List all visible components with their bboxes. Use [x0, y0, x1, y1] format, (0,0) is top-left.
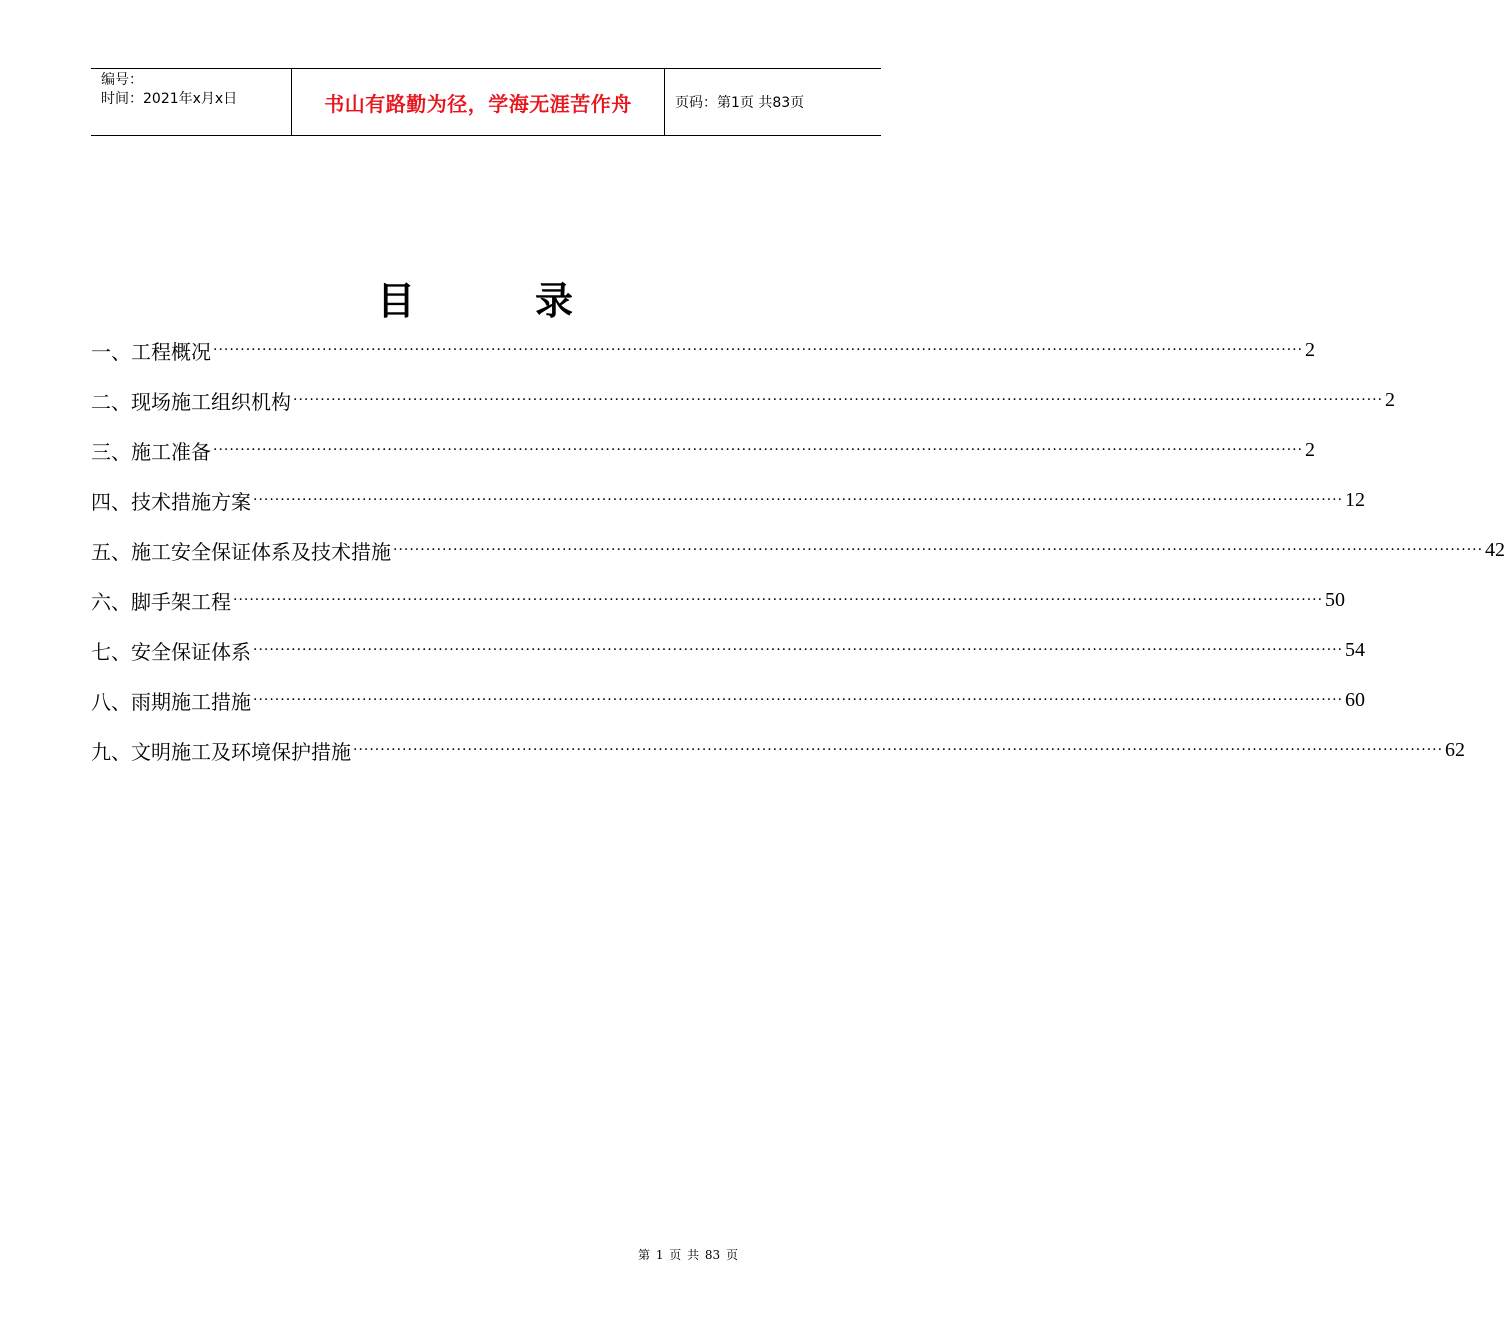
- toc-entry[interactable]: [91, 475, 1366, 525]
- page-footer: 第 1 页 共 83 页: [638, 1248, 738, 1262]
- toc-entry[interactable]: [91, 325, 1316, 375]
- toc-title-char-2: 录: [535, 279, 574, 323]
- toc-entry-page: 2: [1385, 388, 1396, 411]
- toc-leader-dots: ········································································································································································································: [233, 592, 1324, 608]
- toc-entry-page: 60: [1345, 688, 1366, 711]
- toc-entry-label: 二、现场施工组织机构: [91, 389, 291, 414]
- toc-entry-label: 四、技术措施方案: [91, 489, 251, 514]
- toc-entry-label: 三、施工准备: [91, 439, 211, 464]
- toc-entry-label: 六、脚手架工程: [91, 589, 231, 614]
- toc-title-char-1: 目: [376, 279, 415, 323]
- document-number-label: 编号：: [101, 72, 143, 88]
- toc-entry[interactable]: [91, 425, 1316, 475]
- toc-entry-label: 九、文明施工及环境保护措施: [91, 739, 351, 764]
- toc-entry-page: 54: [1345, 638, 1366, 661]
- toc-leader-dots: ········································································································································································································: [393, 542, 1484, 558]
- toc-entry-page: 62: [1445, 738, 1466, 761]
- toc-entry-page: 2: [1305, 438, 1316, 461]
- document-time-label: 时间：2021年x月x日: [101, 91, 238, 107]
- toc-entry-page: 50: [1325, 588, 1346, 611]
- toc-entry-page: 12: [1345, 488, 1366, 511]
- toc-entry[interactable]: [91, 375, 1396, 425]
- toc-entry-page: 2: [1305, 338, 1316, 361]
- toc-entry-page: 42: [1485, 538, 1505, 561]
- toc-leader-dots: ········································································································································································································: [253, 692, 1344, 708]
- toc-leader-dots: ········································································································································································································: [253, 642, 1344, 658]
- toc-leader-dots: ········································································································································································································: [293, 392, 1384, 408]
- toc-title: [0, 270, 950, 325]
- header-meta: [91, 69, 292, 135]
- toc-leader-dots: ········································································································································································································: [253, 492, 1344, 508]
- header-page-info: 页码：第1页 共83页: [675, 95, 805, 111]
- toc-entry[interactable]: [91, 575, 1346, 625]
- toc-leader-dots: ········································································································································································································: [213, 342, 1304, 358]
- toc-entry[interactable]: [91, 675, 1366, 725]
- toc-entry[interactable]: [91, 525, 1505, 575]
- toc-entry-label: 一、工程概况: [91, 339, 211, 364]
- toc-leader-dots: ········································································································································································································: [213, 442, 1304, 458]
- toc-entry-label: 八、雨期施工措施: [91, 689, 251, 714]
- toc-leader-dots: ········································································································································································································: [353, 742, 1444, 758]
- toc-entry[interactable]: [91, 725, 1466, 775]
- table-of-contents: [91, 325, 1505, 775]
- page-header: [91, 68, 881, 136]
- toc-entry-label: 七、安全保证体系: [91, 639, 251, 664]
- header-motto: 书山有路勤为径，学海无涯苦作舟: [292, 69, 665, 135]
- toc-entry-label: 五、施工安全保证体系及技术措施: [91, 539, 391, 564]
- toc-entry[interactable]: [91, 625, 1366, 675]
